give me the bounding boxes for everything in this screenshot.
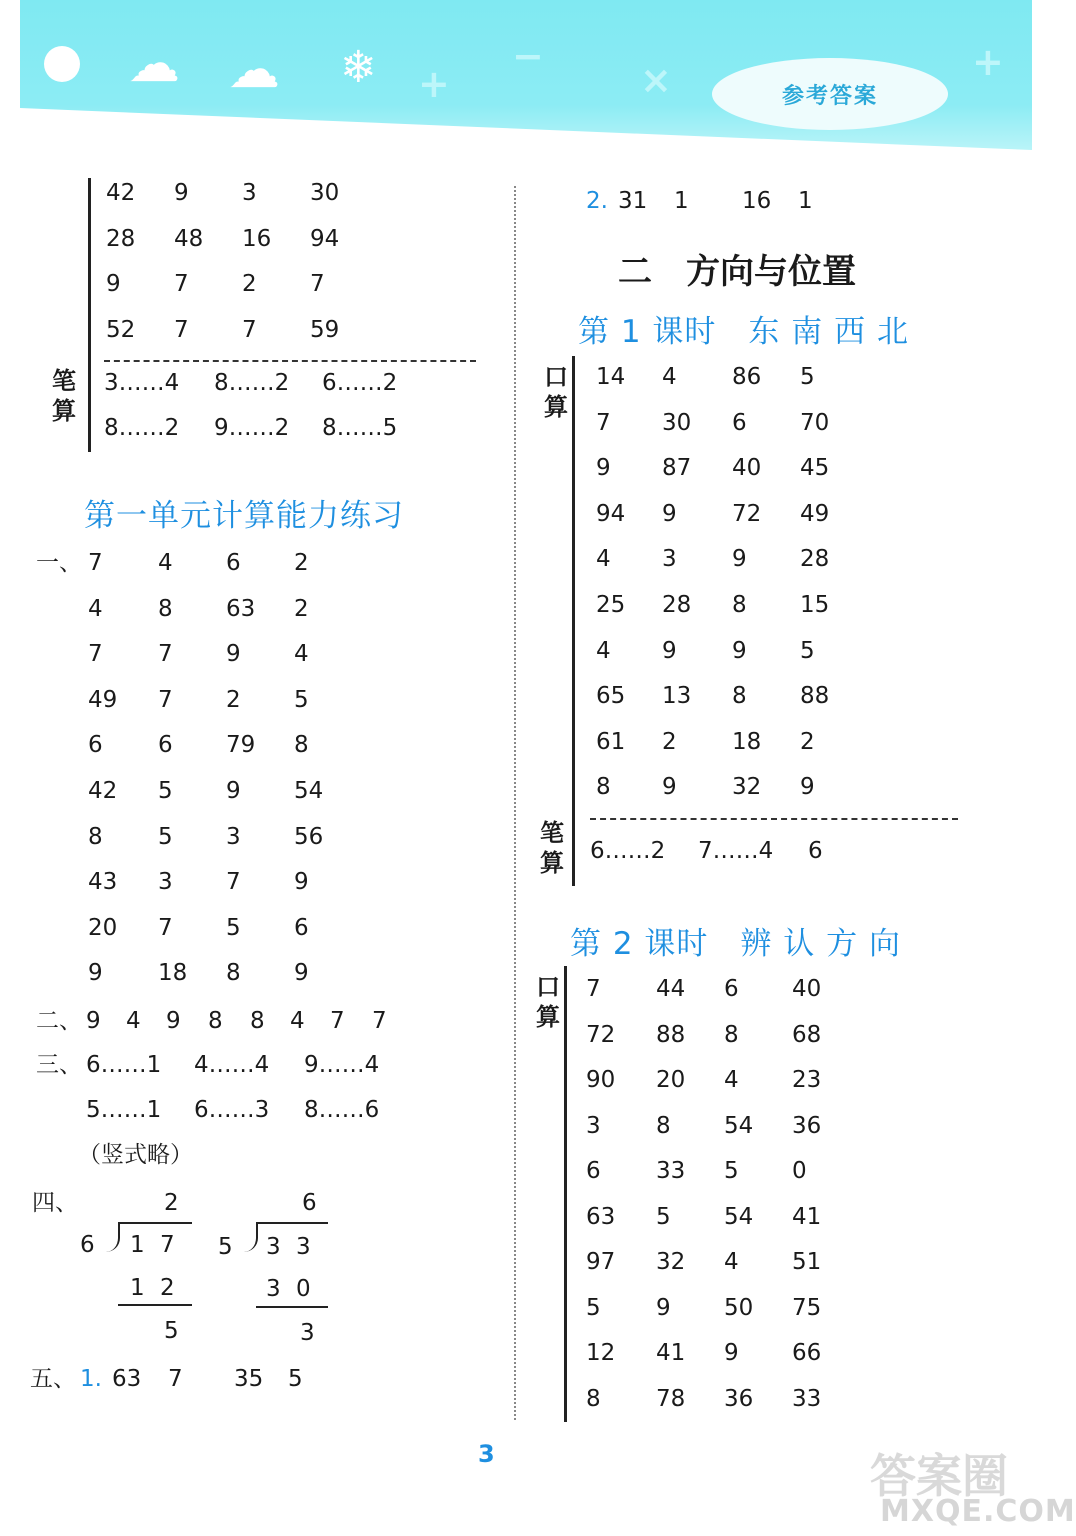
- unit1-title: 第一单元计算能力练习: [84, 498, 404, 534]
- answer-cell: 9: [662, 500, 677, 527]
- product: 1 2: [130, 1275, 179, 1301]
- left-top-bracket: [88, 178, 91, 452]
- answer-cell: 2: [226, 686, 241, 713]
- answer-cell: 63: [112, 1366, 142, 1392]
- minus-decoration-icon: −: [512, 34, 544, 78]
- divisor: 5: [218, 1234, 233, 1260]
- answer-cell: 50: [724, 1294, 754, 1321]
- answer-cell: 3: [158, 869, 173, 896]
- column-divider: [514, 186, 516, 1420]
- oral-label: 口算: [536, 973, 560, 1031]
- answer-cell: 66: [792, 1340, 822, 1366]
- answer-cell: 7: [586, 976, 601, 1002]
- answer-cell: 3: [242, 180, 257, 206]
- answer-cell: 8: [158, 595, 173, 622]
- answer-cell: 30: [662, 409, 692, 436]
- answer-cell: 51: [792, 1249, 822, 1275]
- answer-cell: 4: [294, 641, 309, 668]
- answer-cell: 6: [226, 550, 241, 576]
- subtraction-line: [118, 1304, 192, 1306]
- answer-cell: 78: [656, 1385, 686, 1412]
- answer-cell: 7: [88, 641, 103, 668]
- answer-cell: 9: [226, 778, 241, 804]
- answer-cell: 8……2: [214, 370, 290, 396]
- answer-cell: 6: [294, 914, 309, 941]
- answer-cell: 16: [242, 225, 272, 252]
- answer-cell: 70: [800, 409, 830, 436]
- answer-cell: 5: [656, 1203, 671, 1230]
- answer-label: 参考答案: [712, 58, 948, 130]
- chapter2-title: 二 方向与位置: [618, 252, 856, 292]
- q1-label: 一、: [36, 550, 82, 576]
- answer-cell: 3: [662, 546, 677, 573]
- divisor: 6: [80, 1232, 95, 1258]
- lesson1-title: 第 1 课时 东 南 西 北: [578, 314, 909, 350]
- answer-cell: 97: [586, 1249, 616, 1275]
- answer-cell: 32: [732, 774, 762, 801]
- answer-cell: 86: [732, 364, 762, 390]
- answer-cell: 3: [586, 1112, 601, 1139]
- quotient: 2: [164, 1190, 179, 1216]
- answer-cell: 5: [586, 1294, 601, 1321]
- snowflake-icon: ❄: [340, 42, 377, 93]
- answer-cell: 13: [662, 683, 692, 710]
- answer-cell: 8: [226, 960, 241, 987]
- answer-cell: 7: [372, 1008, 387, 1034]
- answer-cell: 33: [792, 1385, 822, 1412]
- answer-cell: 2: [294, 595, 309, 622]
- answer-cell: 7: [158, 686, 173, 713]
- answer-cell: 2: [242, 271, 257, 297]
- answer-cell: 88: [800, 683, 830, 710]
- answer-cell: 7: [158, 914, 173, 941]
- answer-cell: 32: [656, 1249, 686, 1275]
- answer-cell: 7: [174, 316, 189, 343]
- answer-cell: 4: [126, 1008, 141, 1034]
- oral-label: 口算: [544, 363, 568, 421]
- answer-cell: 6: [724, 976, 739, 1002]
- answer-cell: 49: [88, 686, 118, 713]
- answer-cell: 16: [742, 188, 772, 214]
- answer-cell: 9: [294, 869, 309, 896]
- answer-cell: 3……4: [104, 370, 180, 396]
- answer-cell: 88: [656, 1021, 686, 1048]
- answer-cell: 7: [174, 271, 189, 297]
- answer-cell: 90: [586, 1067, 616, 1093]
- answer-cell: 30: [310, 180, 340, 206]
- answer-cell: 8: [732, 592, 747, 618]
- answer-cell: 25: [596, 592, 626, 618]
- answer-cell: 7: [168, 1366, 183, 1392]
- answer-cell: 4……4: [194, 1052, 270, 1078]
- answer-cell: 1: [798, 188, 813, 214]
- subtraction-line: [256, 1306, 328, 1308]
- answer-cell: 7: [330, 1008, 345, 1034]
- answer-cell: 4: [290, 1008, 305, 1034]
- answer-cell: 5……1: [86, 1097, 162, 1123]
- answer-cell: 9: [596, 455, 611, 482]
- answer-cell: 23: [792, 1067, 822, 1093]
- dividend: 1 7: [130, 1232, 179, 1258]
- answer-cell: 7: [88, 550, 103, 576]
- times-decoration-icon: ×: [640, 58, 672, 102]
- answer-cell: 63: [586, 1203, 616, 1230]
- answer-cell: 18: [732, 728, 762, 755]
- answer-cell: 9: [294, 960, 309, 987]
- answer-cell: 12: [586, 1340, 616, 1366]
- division-bracket: [106, 1222, 120, 1252]
- answer-cell: 40: [732, 455, 762, 482]
- answer-cell: 8: [208, 1008, 223, 1034]
- answer-cell: 49: [800, 500, 830, 527]
- answer-cell: 2: [294, 550, 309, 576]
- answer-cell: 4: [724, 1249, 739, 1275]
- answer-cell: 33: [656, 1158, 686, 1184]
- answer-cell: 36: [724, 1385, 754, 1412]
- answer-cell: 9: [732, 637, 747, 664]
- answer-cell: 9: [86, 1008, 101, 1034]
- answer-cell: 7: [158, 641, 173, 668]
- answer-cell: 54: [294, 778, 324, 804]
- answer-cell: 40: [792, 976, 822, 1002]
- lesson2-title: 第 2 课时 辨 认 方 向: [570, 926, 901, 962]
- answer-cell: 54: [724, 1203, 754, 1230]
- right-top-number: 2.: [586, 188, 608, 214]
- answer-cell: 65: [596, 683, 626, 710]
- answer-cell: 7: [242, 316, 257, 343]
- answer-cell: 61: [596, 728, 626, 755]
- answer-cell: 5: [158, 823, 173, 850]
- answer-cell: 45: [800, 455, 830, 482]
- answer-cell: 4: [158, 550, 173, 576]
- answer-cell: 2: [800, 728, 815, 755]
- answer-cell: 8……2: [104, 415, 180, 441]
- answer-cell: 1: [674, 188, 689, 214]
- answer-cell: 4: [724, 1067, 739, 1093]
- rain-cloud-icon: ☁: [228, 40, 280, 100]
- answer-cell: 75: [792, 1294, 822, 1321]
- written-label: 笔算: [52, 367, 76, 425]
- answer-cell: 4: [662, 364, 677, 390]
- answer-cell: 42: [106, 180, 136, 206]
- answer-cell: 41: [656, 1340, 686, 1366]
- answer-cell: 6……2: [590, 838, 666, 864]
- answer-cell: 72: [732, 500, 762, 527]
- answer-cell: 2: [662, 728, 677, 755]
- q3-label: 三、: [36, 1052, 82, 1078]
- dashed-separator: [104, 360, 476, 362]
- division-bar: [256, 1222, 328, 1224]
- answer-cell: 6: [88, 732, 103, 759]
- answer-cell: 8: [250, 1008, 265, 1034]
- answer-cell: 6: [808, 838, 823, 864]
- answer-cell: 18: [158, 960, 188, 987]
- answer-cell: 8……6: [304, 1097, 380, 1123]
- answer-cell: 52: [106, 316, 136, 343]
- answer-cell: 6……3: [194, 1097, 270, 1123]
- answer-cell: 41: [792, 1203, 822, 1230]
- product: 3 0: [266, 1276, 315, 1302]
- answer-cell: 8: [596, 774, 611, 801]
- answer-cell: 4: [88, 595, 103, 622]
- division-bracket: [244, 1222, 258, 1252]
- lesson2-bracket: [564, 966, 567, 1422]
- answer-cell: 7: [596, 409, 611, 436]
- watermark: 答案圈: [870, 1449, 1008, 1503]
- answer-cell: 8: [656, 1112, 671, 1139]
- answer-cell: 5: [800, 364, 815, 390]
- answer-cell: 35: [234, 1366, 264, 1392]
- answer-cell: 6……2: [322, 370, 398, 396]
- remainder: 3: [300, 1320, 315, 1346]
- written-label: 笔算: [540, 819, 564, 877]
- answer-cell: 5: [158, 778, 173, 804]
- answer-cell: 7: [226, 869, 241, 896]
- answer-cell: 42: [88, 778, 118, 804]
- answer-cell: 28: [800, 546, 830, 573]
- answer-cell: 5: [724, 1158, 739, 1184]
- answer-cell: 43: [88, 869, 118, 896]
- cloud-icon: ☁: [128, 34, 180, 94]
- answer-cell: 63: [226, 595, 256, 622]
- answer-cell: 6: [586, 1158, 601, 1184]
- answer-cell: 15: [800, 592, 830, 618]
- lesson1-bracket: [572, 356, 575, 886]
- q2-label: 二、: [36, 1008, 82, 1034]
- answer-cell: 6: [732, 409, 747, 436]
- page-number: 3: [478, 1440, 495, 1468]
- answer-cell: 9……4: [304, 1052, 380, 1078]
- answer-cell: 48: [174, 225, 204, 252]
- answer-cell: 6……1: [86, 1052, 162, 1078]
- answer-cell: 8……5: [322, 415, 398, 441]
- answer-cell: 7……4: [698, 838, 774, 864]
- dashed-separator: [590, 818, 958, 820]
- answer-cell: 9: [88, 960, 103, 987]
- answer-cell: 28: [662, 592, 692, 618]
- answer-cell: 9: [724, 1340, 739, 1366]
- answer-cell: 9: [662, 774, 677, 801]
- answer-cell: 8: [724, 1021, 739, 1048]
- answer-cell: 8: [294, 732, 309, 759]
- answer-cell: 8: [586, 1385, 601, 1412]
- division-bar: [118, 1222, 192, 1224]
- q5-label: 五、: [30, 1366, 76, 1392]
- answer-cell: 87: [662, 455, 692, 482]
- answer-cell: 56: [294, 823, 324, 850]
- answer-cell: 79: [226, 732, 256, 759]
- remainder: 5: [164, 1318, 179, 1344]
- answer-cell: 9……2: [214, 415, 290, 441]
- answer-cell: 7: [310, 271, 325, 297]
- answer-cell: 20: [656, 1067, 686, 1093]
- answer-cell: 36: [792, 1112, 822, 1139]
- answer-cell: 31: [618, 188, 648, 214]
- plus-decoration-icon: +: [972, 40, 1004, 84]
- plus-decoration-icon: +: [418, 62, 450, 106]
- answer-cell: 20: [88, 914, 118, 941]
- answer-cell: 28: [106, 225, 136, 252]
- answer-cell: 6: [158, 732, 173, 759]
- answer-cell: 9: [800, 774, 815, 801]
- answer-cell: 5: [226, 914, 241, 941]
- answer-cell: 4: [596, 637, 611, 664]
- answer-cell: 54: [724, 1112, 754, 1139]
- answer-cell: 3: [226, 823, 241, 850]
- answer-cell: 5: [294, 686, 309, 713]
- answer-cell: 9: [656, 1294, 671, 1321]
- q3-note: （竖式略）: [78, 1142, 193, 1168]
- q5-number: 1.: [80, 1366, 102, 1392]
- answer-cell: 8: [88, 823, 103, 850]
- answer-cell: 9: [662, 637, 677, 664]
- answer-cell: 44: [656, 976, 686, 1002]
- watermark-url: MXQE.COM: [880, 1494, 1076, 1529]
- dividend: 3 3: [266, 1234, 315, 1260]
- q4-label: 四、: [32, 1190, 78, 1216]
- quotient: 6: [302, 1190, 317, 1216]
- answer-cell: 94: [310, 225, 340, 252]
- answer-cell: 5: [800, 637, 815, 664]
- answer-cell: 8: [732, 683, 747, 710]
- sun-icon: [44, 46, 80, 82]
- answer-cell: 72: [586, 1021, 616, 1048]
- answer-cell: 14: [596, 364, 626, 390]
- answer-cell: 9: [106, 271, 121, 297]
- answer-cell: 4: [596, 546, 611, 573]
- answer-cell: 9: [226, 641, 241, 668]
- answer-cell: 9: [166, 1008, 181, 1034]
- answer-cell: 94: [596, 500, 626, 527]
- answer-cell: 0: [792, 1158, 807, 1184]
- answer-cell: 9: [174, 180, 189, 206]
- answer-cell: 5: [288, 1366, 303, 1392]
- answer-cell: 59: [310, 316, 340, 343]
- answer-cell: 68: [792, 1021, 822, 1048]
- answer-cell: 9: [732, 546, 747, 573]
